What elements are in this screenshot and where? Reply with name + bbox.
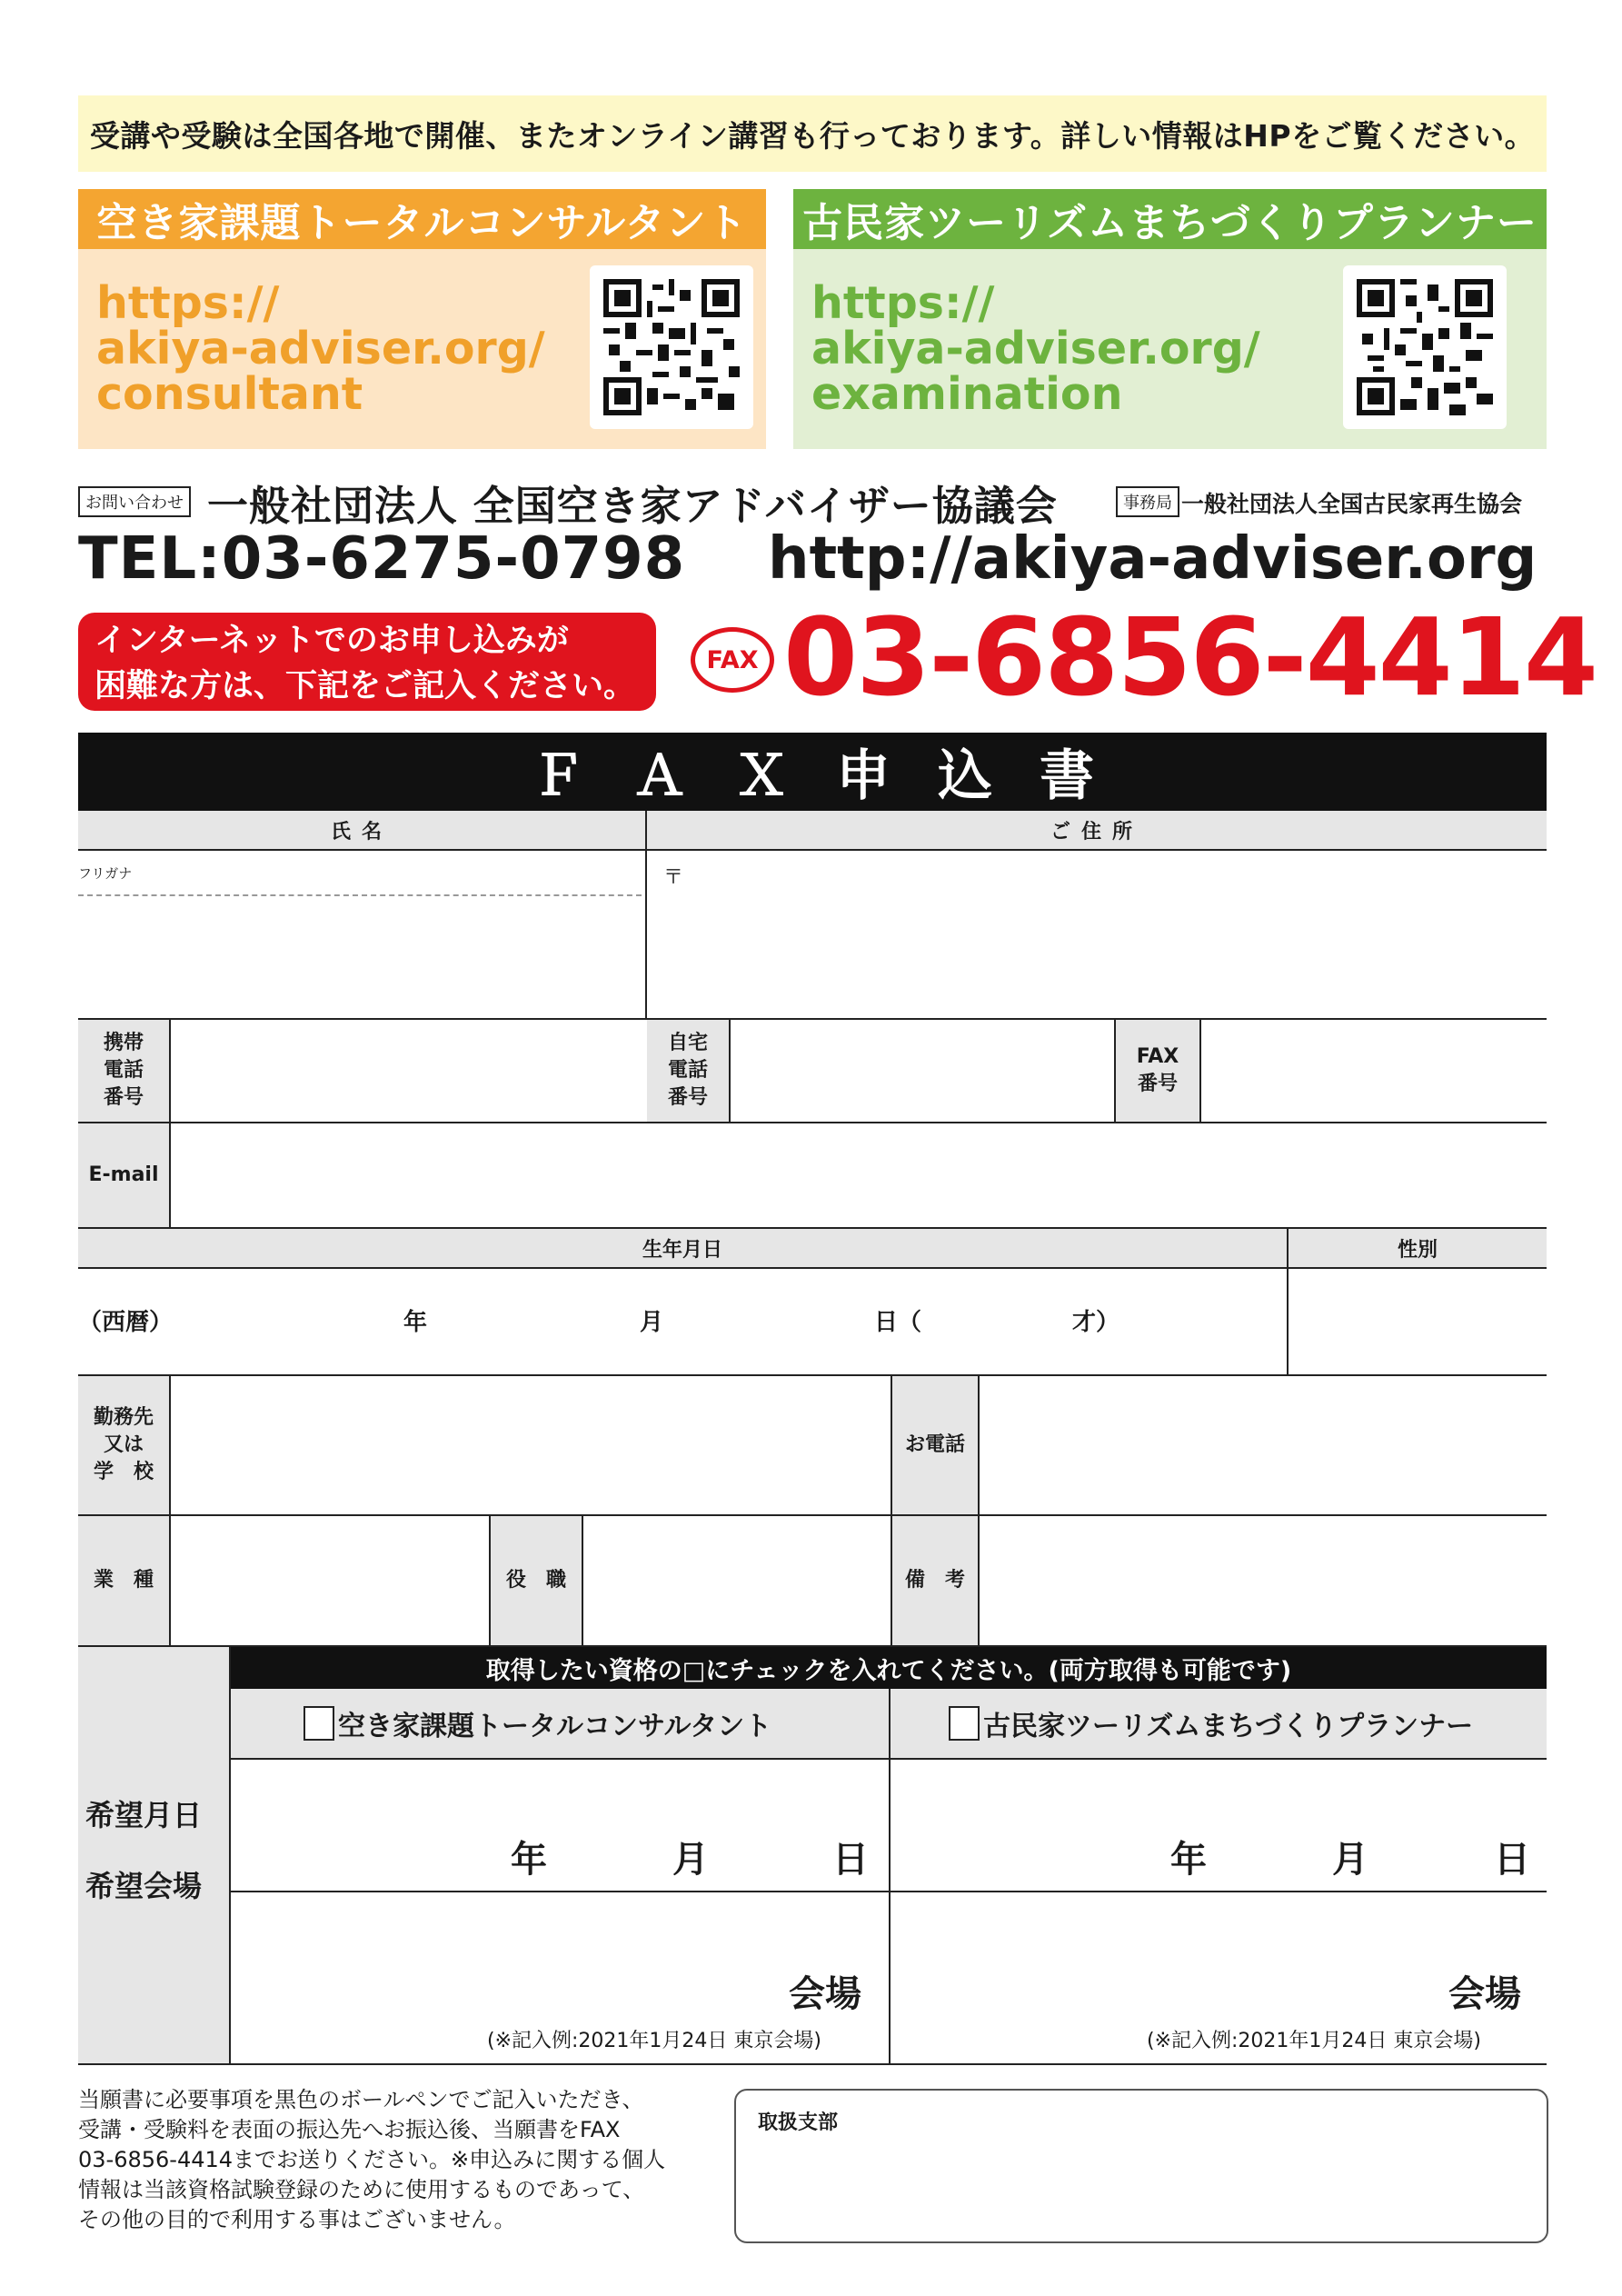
secretariat-label: 事務局 [1116, 486, 1179, 517]
note-line: 困難な方は、下記をご記入ください。 [95, 668, 636, 704]
home-phone-label: 自宅 電話 番号 [647, 1020, 729, 1122]
wish-venue-input-planner[interactable] [891, 1892, 1547, 2063]
internet-difficulty-note [78, 613, 656, 711]
qr-code-icon[interactable] [590, 265, 753, 429]
program-url-line[interactable]: https:// [811, 277, 995, 329]
day-label: 日（ [874, 1309, 922, 1336]
wish-date-label: 希望月日 [85, 1798, 203, 1832]
industry-label: 業 種 [78, 1516, 169, 1645]
footnote-line: 情報は当該資格試験登録のために使用するものであって、 [78, 2177, 645, 2202]
year-label: 年 [403, 1309, 428, 1336]
qr-code-graphic [1357, 279, 1493, 415]
program-url-line[interactable]: akiya-adviser.org/ [96, 323, 545, 374]
secretariat-name: 一般社団法人全国古民家再生協会 [1181, 491, 1523, 517]
gender-header: 性別 [1289, 1229, 1547, 1267]
handling-branch-box[interactable] [734, 2089, 1548, 2243]
footnote-line: その他の目的で利用する事はございません。 [78, 2207, 516, 2232]
name-input[interactable] [78, 900, 642, 1018]
era-label: （西暦） [78, 1309, 174, 1336]
email-label: E-mail [78, 1123, 169, 1227]
venue-label: 会場 [789, 1973, 861, 2015]
checkbox-consultant[interactable] [304, 1706, 334, 1741]
wish-date-input-consultant[interactable] [231, 1760, 889, 1891]
position-label: 役 職 [491, 1516, 582, 1645]
workplace-input[interactable] [171, 1376, 891, 1514]
birth-date-input[interactable] [78, 1269, 1287, 1374]
venue-label: 会場 [1448, 1973, 1521, 2015]
month-label: 月 [1332, 1839, 1368, 1881]
wish-date-input-planner[interactable] [891, 1760, 1547, 1891]
furigana-label: フリガナ [78, 865, 133, 882]
day-label: 日 [832, 1839, 869, 1881]
phone-number[interactable]: TEL:03-6275-0798 [78, 525, 686, 593]
workplace-phone-label: お電話 [892, 1376, 978, 1514]
address-input[interactable] [647, 851, 1547, 1018]
option-planner[interactable] [891, 1689, 1547, 1758]
program-consultant [78, 189, 766, 449]
wish-venue-input-consultant[interactable] [231, 1892, 889, 2063]
email-input[interactable] [171, 1123, 1547, 1227]
program-url-line[interactable]: consultant [96, 368, 363, 420]
option-label: 古民家ツーリズムまちづくりプランナー [983, 1711, 1474, 1742]
example-note: (※記入例:2021年1月24日 東京会場) [1147, 2030, 1481, 2052]
address-header: ご住所 [647, 811, 1547, 849]
footnote-line: 受講・受験料を表面の振込先へお振込後、当願書をFAX [78, 2117, 621, 2142]
notice-banner: 受講や受験は全国各地で開催、またオンライン講習も行っております。詳しい情報はHPをご覧ください。 [78, 95, 1547, 172]
inquiry-label: お問い合わせ [78, 486, 191, 517]
program-url-line[interactable]: examination [811, 368, 1123, 420]
name-header: 氏名 [78, 811, 645, 849]
mobile-phone-input[interactable] [171, 1020, 645, 1122]
birth-date-header: 生年月日 [78, 1229, 1287, 1267]
checkbox-planner[interactable] [949, 1706, 980, 1741]
qr-code-icon[interactable] [1343, 265, 1507, 429]
fax-badge: FAX [691, 627, 774, 693]
website-link[interactable]: http://akiya-adviser.org [768, 525, 1537, 593]
option-consultant[interactable] [231, 1689, 889, 1758]
program-planner [793, 189, 1547, 449]
footnote [78, 2085, 732, 2235]
wish-venue-label: 希望会場 [85, 1869, 203, 1903]
position-input[interactable] [583, 1516, 891, 1645]
form-title: ＦＡＸ申込書 [78, 733, 1547, 811]
organization-name: 一般社団法人 全国空き家アドバイザー協議会 [207, 482, 1058, 530]
workplace-phone-input[interactable] [980, 1376, 1547, 1514]
age-label: 才） [1072, 1309, 1120, 1336]
year-label: 年 [1170, 1839, 1207, 1881]
postal-mark: 〒 [663, 866, 684, 889]
program-url-line[interactable]: akiya-adviser.org/ [811, 323, 1260, 374]
program-title: 空き家課題トータルコンサルタント [78, 189, 766, 249]
day-label: 日 [1494, 1839, 1530, 1881]
qualification-instruction: 取得したい資格の□にチェックを入れてください。(両方取得も可能です) [231, 1647, 1547, 1689]
gender-input[interactable] [1289, 1269, 1547, 1374]
workplace-label: 勤務先 又は 学 校 [78, 1376, 169, 1514]
home-phone-input[interactable] [731, 1020, 1114, 1122]
fax-number[interactable]: 03-6856-4414 [783, 594, 1597, 720]
footnote-line: 03-6856-4414までお送りください。※申込みに関する個人 [78, 2147, 666, 2172]
furigana-input[interactable] [78, 858, 642, 896]
month-label: 月 [640, 1309, 664, 1336]
qr-code-graphic [603, 279, 740, 415]
remarks-input[interactable] [980, 1516, 1547, 1645]
wish-label-column [78, 1647, 229, 2063]
mobile-phone-label: 携帯 電話 番号 [78, 1020, 169, 1122]
example-note: (※記入例:2021年1月24日 東京会場) [487, 2030, 821, 2052]
program-url-line[interactable]: https:// [96, 277, 280, 329]
fax-number-input[interactable] [1201, 1020, 1547, 1122]
handling-branch-label: 取扱支部 [758, 2111, 839, 2134]
fax-number-label: FAX 番号 [1116, 1020, 1199, 1122]
industry-input[interactable] [171, 1516, 489, 1645]
month-label: 月 [672, 1839, 709, 1881]
year-label: 年 [511, 1839, 547, 1881]
note-line: インターネットでのお申し込みが [95, 623, 569, 659]
option-label: 空き家課題トータルコンサルタント [338, 1711, 772, 1742]
footnote-line: 当願書に必要事項を黒色のボールペンでご記入いただき、 [78, 2087, 644, 2112]
program-title: 古民家ツーリズムまちづくりプランナー [793, 189, 1547, 249]
remarks-label: 備 考 [892, 1516, 978, 1645]
